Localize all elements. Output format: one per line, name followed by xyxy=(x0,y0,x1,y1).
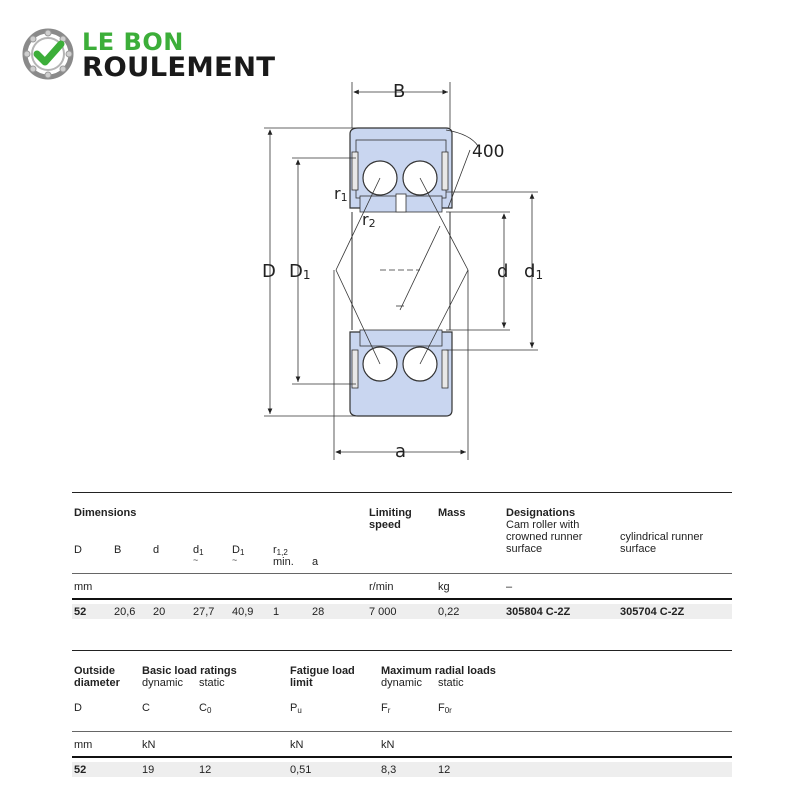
t2-basic-dynamic: dynamic xyxy=(142,677,183,689)
t1-col-a: a xyxy=(312,556,319,568)
label-a: a xyxy=(395,441,407,462)
label-r2: r2 xyxy=(362,210,376,230)
t1-des-crowned-3: surface xyxy=(506,543,543,555)
t1-val-speed: 7 000 xyxy=(369,606,397,618)
t1-unit-kg: kg xyxy=(438,581,450,593)
t2-val-F0r: 12 xyxy=(438,764,451,776)
t1-group-limiting-1: Limiting xyxy=(369,507,412,519)
t1-col-r12-min: min. xyxy=(273,556,294,568)
t2-max-dynamic: dynamic xyxy=(381,677,422,689)
t1-val-des-cyl: 305704 C-2Z xyxy=(620,606,685,618)
t2-col-F0r: $F_{0r}$ xyxy=(438,702,452,715)
t2-unit-kN-fatigue: kN xyxy=(290,739,304,751)
t2-unit-kN-radial: kN xyxy=(381,739,395,751)
t1-des-cyl-2: surface xyxy=(620,543,657,555)
t1-val-a: 28 xyxy=(312,606,325,618)
t1-col-D1-approx: ~ xyxy=(232,555,238,565)
t2-group-basic: Basic load ratings xyxy=(142,665,237,677)
t1-group-limiting-2: speed xyxy=(369,519,401,531)
t2-unit-kN-basic: kN xyxy=(142,739,156,751)
t2-val-C0: 12 xyxy=(199,764,212,776)
brand-line2: ROULEMENT xyxy=(82,52,276,83)
label-angle: 400 xyxy=(472,142,505,162)
t1-group-designations: Designations xyxy=(506,507,576,519)
t1-unit-rule xyxy=(72,598,732,600)
t2-header-rule xyxy=(72,731,732,732)
t1-unit-rmin: r/min xyxy=(369,581,394,593)
t1-col-D: D xyxy=(74,544,82,556)
t2-val-C: 19 xyxy=(142,764,155,776)
table1-top-rule xyxy=(72,492,732,493)
t2-group-fatigue-1: Fatigue load xyxy=(290,665,355,677)
t2-basic-static: static xyxy=(199,677,225,689)
upper-section xyxy=(350,128,452,212)
t1-group-mass: Mass xyxy=(438,507,466,519)
t1-val-B: 20,6 xyxy=(114,606,136,618)
t1-val-d1: 27,7 xyxy=(193,606,215,618)
t1-val-d: 20 xyxy=(153,606,166,618)
t1-des-crowned-2: crowned runner xyxy=(506,531,583,543)
t2-value-row xyxy=(72,762,732,777)
label-r1: r1 xyxy=(334,184,348,204)
t1-col-d1: $d_1$ xyxy=(193,544,204,557)
t1-group-dimensions: Dimensions xyxy=(74,507,137,519)
t1-des-cyl-1: cylindrical runner xyxy=(620,531,704,543)
t2-val-D: 52 xyxy=(74,764,87,776)
t2-val-Fr: 8,3 xyxy=(381,764,397,776)
t2-val-Pu: 0,51 xyxy=(290,764,312,776)
t1-val-mass: 0,22 xyxy=(438,606,460,618)
t2-group-outside-2: diameter xyxy=(74,677,120,689)
t1-col-d1-approx: ~ xyxy=(193,555,199,565)
t1-unit-dash: – xyxy=(506,581,513,593)
t2-unit-rule xyxy=(72,756,732,758)
label-D1: D1 xyxy=(289,261,311,282)
t1-val-D1: 40,9 xyxy=(232,606,254,618)
t2-unit-mm: mm xyxy=(74,739,93,751)
t1-col-r12: $r_{1,2}$ xyxy=(273,544,288,557)
t2-group-outside-1: Outside xyxy=(74,665,115,677)
label-d1: d1 xyxy=(524,261,544,282)
label-d: d xyxy=(497,261,509,282)
brand-line1: LE BON xyxy=(82,28,184,56)
table2-top-rule xyxy=(72,650,732,651)
t2-group-fatigue-2: limit xyxy=(290,677,313,689)
t1-col-B: B xyxy=(114,544,122,556)
t1-des-crowned-1: Cam roller with xyxy=(506,519,580,531)
label-D: D xyxy=(262,261,276,282)
t2-col-Fr: $F_r$ xyxy=(381,702,391,715)
lower-section xyxy=(350,330,452,416)
t2-max-static: static xyxy=(438,677,464,689)
t2-col-C: C xyxy=(142,702,150,714)
t2-col-Pu: $P_u$ xyxy=(290,702,302,715)
t1-val-D: 52 xyxy=(74,606,87,618)
t1-col-d: d xyxy=(153,544,160,556)
t1-header-rule xyxy=(72,573,732,574)
t1-val-r12: 1 xyxy=(273,606,280,618)
t1-val-des-crowned: 305804 C-2Z xyxy=(506,606,571,618)
t1-col-D1: $D_1$ xyxy=(232,544,245,557)
t1-unit-mm: mm xyxy=(74,581,93,593)
t2-col-D: D xyxy=(74,702,82,714)
t2-col-C0: $C_0$ xyxy=(199,702,212,715)
label-B: B xyxy=(393,81,406,102)
t2-group-maxradial: Maximum radial loads xyxy=(381,665,496,677)
